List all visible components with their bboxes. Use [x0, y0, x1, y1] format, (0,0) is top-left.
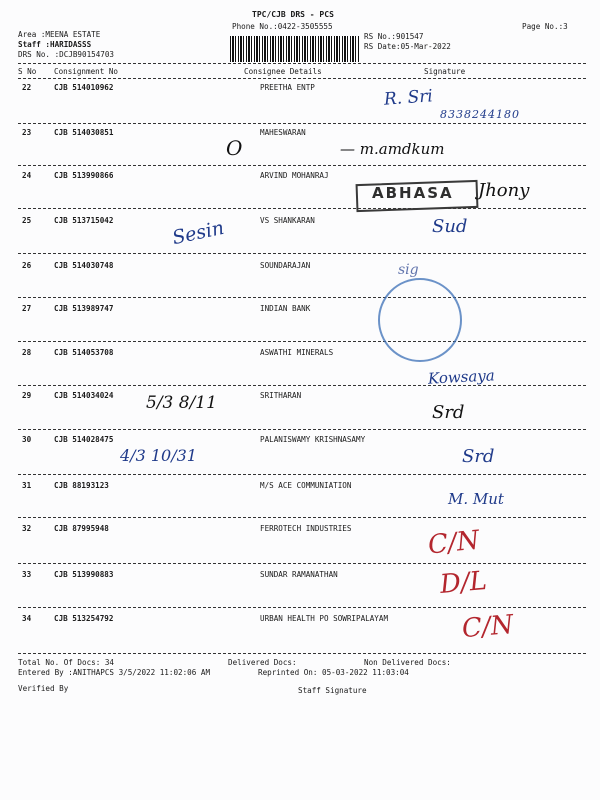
row-consignee: VS SHANKARAN: [260, 216, 315, 225]
handwritten-status-mark: D/L: [438, 566, 489, 600]
row-sno: 24: [22, 171, 32, 180]
row-sno: 22: [22, 83, 32, 92]
company-stamp-text: ABHASA: [372, 184, 454, 202]
row-sno: 34: [22, 614, 32, 623]
row-divider: [18, 385, 586, 386]
row-consignee: MAHESWARAN: [260, 128, 306, 137]
row-consignment: CJB 513989747: [54, 304, 114, 313]
row-consignee: ASWATHI MINERALS: [260, 348, 334, 357]
staff-signature-label: Staff Signature: [298, 686, 367, 695]
row-divider: [18, 517, 586, 518]
row-consignment: CJB 88193123: [54, 481, 109, 490]
handwritten-signature: sig: [398, 262, 419, 278]
row-consignment: CJB 513990866: [54, 171, 114, 180]
row-consignee: INDIAN BANK: [260, 304, 311, 313]
handwritten-signature: R. Sri: [383, 86, 434, 110]
header-divider: [18, 63, 586, 64]
row-consignment: CJB 513715042: [54, 216, 114, 225]
row-divider: [18, 607, 586, 608]
row-divider: [18, 429, 586, 430]
row-divider: [18, 253, 586, 254]
row-divider: [18, 165, 586, 166]
rs-number: RS No.:901547: [364, 32, 424, 41]
handwritten-signature: — m.amdkum: [340, 140, 445, 158]
row-consignee: FERROTECH INDUSTRIES: [260, 524, 352, 533]
page-number: Page No.:3: [522, 22, 568, 31]
col-consignee-header: Consignee Details: [244, 67, 322, 76]
row-sno: 32: [22, 524, 32, 533]
barcode-image: [230, 36, 360, 62]
row-sno: 33: [22, 570, 32, 579]
row-consignee: M/S ACE COMMUNIATION: [260, 481, 352, 490]
handwritten-signature: Jhony: [478, 180, 530, 201]
handwritten-note: 4/3 10/31: [120, 446, 197, 465]
row-consignee: ARVIND MOHANRAJ: [260, 171, 329, 180]
rs-date: RS Date:05-Mar-2022: [364, 42, 451, 51]
row-sno: 25: [22, 216, 32, 225]
row-sno: 27: [22, 304, 32, 313]
handwritten-status-mark: C/N: [426, 525, 481, 561]
row-consignee: SUNDAR RAMANATHAN: [260, 570, 338, 579]
handwritten-signature: Sud: [432, 216, 468, 237]
row-sno: 28: [22, 348, 32, 357]
row-consignment: CJB 513990883: [54, 570, 114, 579]
drs-number: DRS No. :DCJB90154703: [18, 50, 115, 59]
row-consignee: SRITHARAN: [260, 391, 302, 400]
row-consignment: CJB 514010962: [54, 83, 114, 92]
row-consignee: PREETHA ENTP: [260, 83, 315, 92]
staff-label: Staff :HARIDASSS: [18, 40, 92, 49]
row-consignment: CJB 514028475: [54, 435, 114, 444]
row-divider: [18, 653, 586, 654]
row-divider: [18, 474, 586, 475]
row-sno: 23: [22, 128, 32, 137]
row-sno: 29: [22, 391, 32, 400]
col-signature-header: Signature: [424, 67, 466, 76]
row-sno: 31: [22, 481, 32, 490]
row-divider: [18, 563, 586, 564]
row-consignment: CJB 514034024: [54, 391, 114, 400]
handwritten-status-mark: C/N: [460, 609, 515, 645]
handwritten-signature: Srd: [432, 402, 465, 423]
area-label: Area :MEENA ESTATE: [18, 30, 101, 39]
entered-by: Entered By :ANITHAPCS 3/5/2022 11:02:06 AM: [18, 668, 211, 677]
row-divider: [18, 297, 586, 298]
total-docs: Total No. Of Docs: 34: [18, 658, 115, 667]
col-sno-header: S No: [18, 67, 37, 76]
row-consignment: CJB 513254792: [54, 614, 114, 623]
row-divider: [18, 123, 586, 124]
handwritten-mark: O: [226, 136, 243, 160]
row-consignee: PALANISWAMY KRISHNASAMY: [260, 435, 366, 444]
row-divider: [18, 208, 586, 209]
row-divider: [18, 341, 586, 342]
handwritten-note: 5/3 8/11: [146, 393, 217, 413]
round-stamp: [378, 278, 462, 362]
handwritten-signature: Kowsaya: [427, 366, 496, 388]
row-sno: 26: [22, 261, 32, 270]
row-consignee: URBAN HEALTH PO SOWRIPALAYAM: [260, 614, 389, 623]
verified-by: Verified By: [18, 684, 69, 693]
column-header-divider: [18, 78, 586, 79]
handwritten-note: Sesin: [170, 216, 227, 250]
row-sno: 30: [22, 435, 32, 444]
col-consignment-header: Consignment No: [54, 67, 119, 76]
row-consignment: CJB 514030748: [54, 261, 114, 270]
non-delivered-docs: Non Delivered Docs:: [364, 658, 451, 667]
row-consignee: SOUNDARAJAN: [260, 261, 311, 270]
handwritten-signature: M. Mut: [448, 490, 504, 508]
handwritten-phone: 8338244180: [440, 108, 520, 121]
reprinted-on: Reprinted On: 05-03-2022 11:03:04: [258, 668, 409, 677]
row-consignment: CJB 87995948: [54, 524, 109, 533]
handwritten-signature: Srd: [462, 446, 495, 467]
document-title: TPC/CJB DRS - PCS: [252, 10, 334, 19]
delivered-docs: Delivered Docs:: [228, 658, 297, 667]
row-consignment: CJB 514030851: [54, 128, 114, 137]
row-consignment: CJB 514053708: [54, 348, 114, 357]
phone-number: Phone No.:0422-3505555: [232, 22, 333, 31]
